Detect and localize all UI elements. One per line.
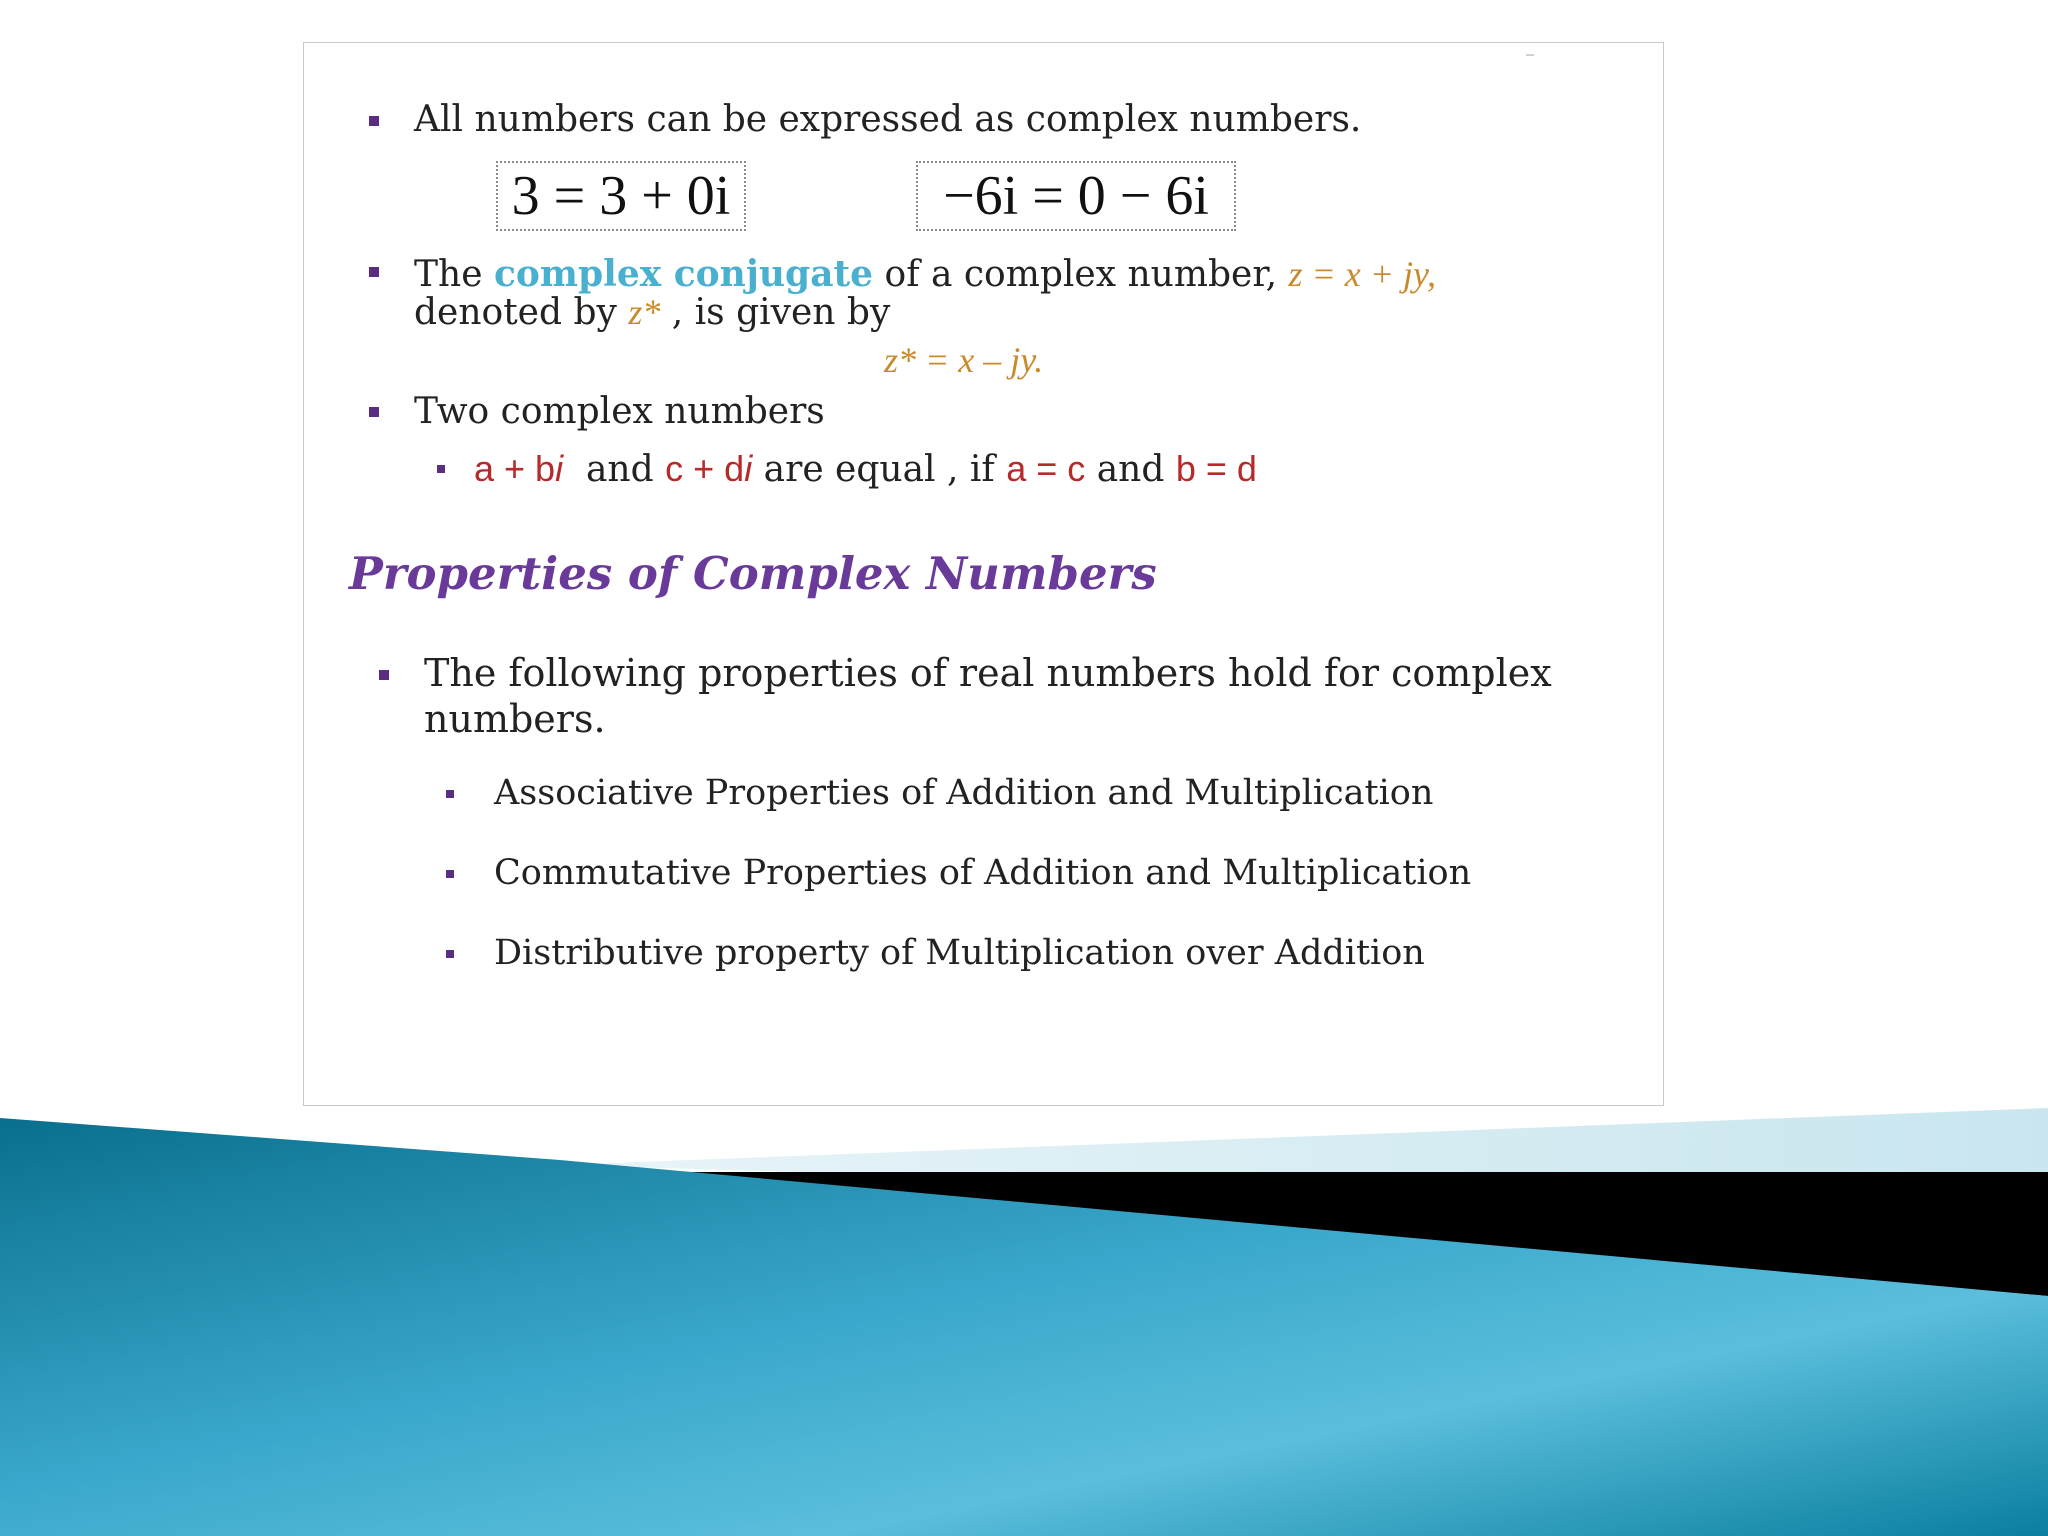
text-conjugate-line1 [414,253,1436,295]
text-two-complex: Two complex numbers [414,391,825,432]
text-equality-rule [474,448,1257,490]
bullet-icon [369,267,379,277]
z-definition: z = x + jy, [1288,254,1437,294]
text-following-line2: numbers. [424,697,606,741]
text-and: and [585,449,654,490]
bullet-icon [369,116,379,126]
expr-a-equals-c: a = c [1006,448,1086,489]
text-is-given-by: , is given by [671,292,891,333]
text-conjugate-line2 [414,291,890,333]
list-item-commutative: Commutative Properties of Addition and Multiplication [494,853,1472,893]
text-and: and [1096,449,1165,490]
complex-conjugate-term: complex conjugate [493,253,874,295]
sub-bullet-icon [446,950,454,958]
equation-box-1: 3 = 3 + 0i [496,161,746,231]
text-denoted-by: denoted by [414,292,617,333]
expr-c-di: c + di [665,448,753,489]
text-following-line1: The following properties of real numbers hold for complex [424,651,1552,695]
corner-mark [1526,54,1534,56]
text-the: The [414,254,483,295]
sub-bullet-icon [437,465,445,473]
text-of-a-complex-number: of a complex number, [884,254,1278,295]
pale-band [560,1108,2048,1175]
equation-box-2: −6i = 0 − 6i [916,161,1236,231]
bullet-icon [369,407,379,417]
expr-b-equals-d: b = d [1175,448,1257,489]
text-all-numbers: All numbers can be expressed as complex numbers. [414,99,1362,140]
slide-content [303,42,1664,1106]
sub-bullet-icon [446,790,454,798]
z-star: z* [628,292,661,332]
section-heading: Properties of Complex Numbers [349,547,1157,600]
text-are-equal-if: are equal , if [763,449,995,490]
bullet-icon [379,670,389,680]
conjugate-formula: z* = x – jy. [884,340,1044,380]
list-item-distributive: Distributive property of Multiplication over Addition [494,933,1425,973]
expr-a-bi: a + bi [474,448,564,489]
sub-bullet-icon [446,870,454,878]
list-item-associative: Associative Properties of Addition and Multiplication [494,773,1434,813]
